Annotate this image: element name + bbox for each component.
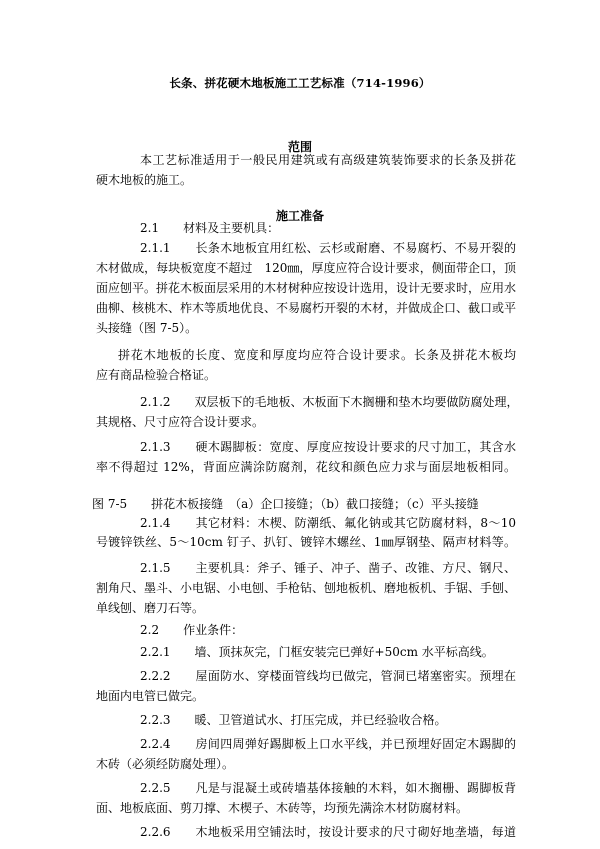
paragraph-line: 2.2.2 屋面防水、穿楼面管线均已做完，管洞已堵塞密实。预埋在 bbox=[140, 669, 516, 683]
paragraph-line: 曲柳、核桃木、柞木等质地优良、不易腐朽开裂的木材，并做成企口、截口或平 bbox=[96, 301, 517, 315]
paragraph-line: 2.2.1 墙、顶抹灰完，门框安装完已弹好+50cm 水平标高线。 bbox=[140, 645, 494, 659]
paragraph-line: 2.1 材料及主要机具： bbox=[140, 221, 280, 235]
paragraph-line: 地面内电管已做完。 bbox=[96, 689, 205, 703]
paragraph-line: 率不得超过 12%，背面应满涂防腐剂，花纹和颜色应力求与面层地板相同。 bbox=[96, 460, 516, 474]
paragraph-line: 割角尺、墨斗、小电锯、小电刨、手枪钻、刨地板机、磨地板机、手锯、手刨、 bbox=[96, 581, 517, 595]
paragraph-line: 2.2.3 暖、卫管道试水、打压完成，并已经验收合格。 bbox=[140, 713, 447, 727]
paragraph-line: 面应刨平。拼花木板面层采用的木材树种应按设计选用，设计无要求时，应用水 bbox=[96, 281, 517, 295]
paragraph-line: 拼花木地板的长度、宽度和厚度均应符合设计要求。长条及拼花木板均 bbox=[118, 348, 516, 362]
paragraph-line: 头接缝（图 7-5）。 bbox=[96, 321, 198, 335]
paragraph-line: 木砖（必须经防腐处理）。 bbox=[96, 757, 235, 771]
document-title: 长条、拼花硬木地板施工工艺标准（714-1996） bbox=[169, 76, 431, 90]
paragraph-line: 2.2 作业条件： bbox=[140, 623, 244, 637]
paragraph-line: 单线刨、磨刀石等。 bbox=[96, 601, 205, 615]
paragraph-line: 2.1.4 其它材料：木楔、防潮纸、氟化钠或其它防腐材料，8～10 bbox=[140, 516, 516, 530]
paragraph-line: 2.2.5 凡是与混凝土或砖墙基体接触的木料，如木搁栅、踢脚板背 bbox=[140, 781, 516, 795]
paragraph-line: 面、地板底面、剪刀撑、木楔子、木砖等，均预先满涂木材防腐材料。 bbox=[96, 801, 469, 815]
section-heading-scope: 范围 bbox=[287, 140, 312, 154]
paragraph-line: 2.1.3 硬木踢脚板：宽度、厚度应按设计要求的尺寸加工，其含水 bbox=[140, 440, 516, 454]
paragraph-line: 2.1.1 长条木地板宜用红松、云杉或耐磨、不易腐朽、不易开裂的 bbox=[140, 241, 516, 255]
paragraph-line: 其规格、尺寸应符合设计要求。 bbox=[96, 415, 265, 429]
paragraph-line: 2.2.6 木地板采用空铺法时，按设计要求的尺寸砌好地垄墙，每道 bbox=[140, 825, 516, 839]
paragraph-line: 2.1.2 双层板下的毛地板、木板面下木搁栅和垫木均要做防腐处理， bbox=[140, 395, 519, 409]
paragraph-line: 硬木地板的施工。 bbox=[96, 173, 193, 187]
paragraph-line: 2.1.5 主要机具：斧子、锤子、冲子、凿子、改锥、方尺、钢尺、 bbox=[140, 561, 516, 575]
paragraph-line: 2.2.4 房间四周弹好踢脚板上口水平线，并已预埋好固定木踢脚的 bbox=[140, 737, 516, 751]
section-heading-preparation: 施工准备 bbox=[275, 209, 324, 223]
paragraph-line: 木材做成，每块板宽度不超过 120㎜，厚度应符合设计要求，侧面带企口，顶 bbox=[96, 261, 516, 275]
paragraph-line: 号镀锌铁丝、5～10cm 钉子、扒钉、镀锌木螺丝、1㎜厚钢垫、隔声材料等。 bbox=[96, 535, 516, 549]
figure-caption: 图 7-5 拼花木板接缝 （a）企口接缝；（b）截口接缝；（c）平头接缝 bbox=[92, 497, 479, 511]
paragraph-line: 本工艺标准适用于一般民用建筑或有高级建筑装饰要求的长条及拼花 bbox=[140, 153, 516, 167]
paragraph-line: 应有商品检验合格证。 bbox=[96, 368, 217, 382]
